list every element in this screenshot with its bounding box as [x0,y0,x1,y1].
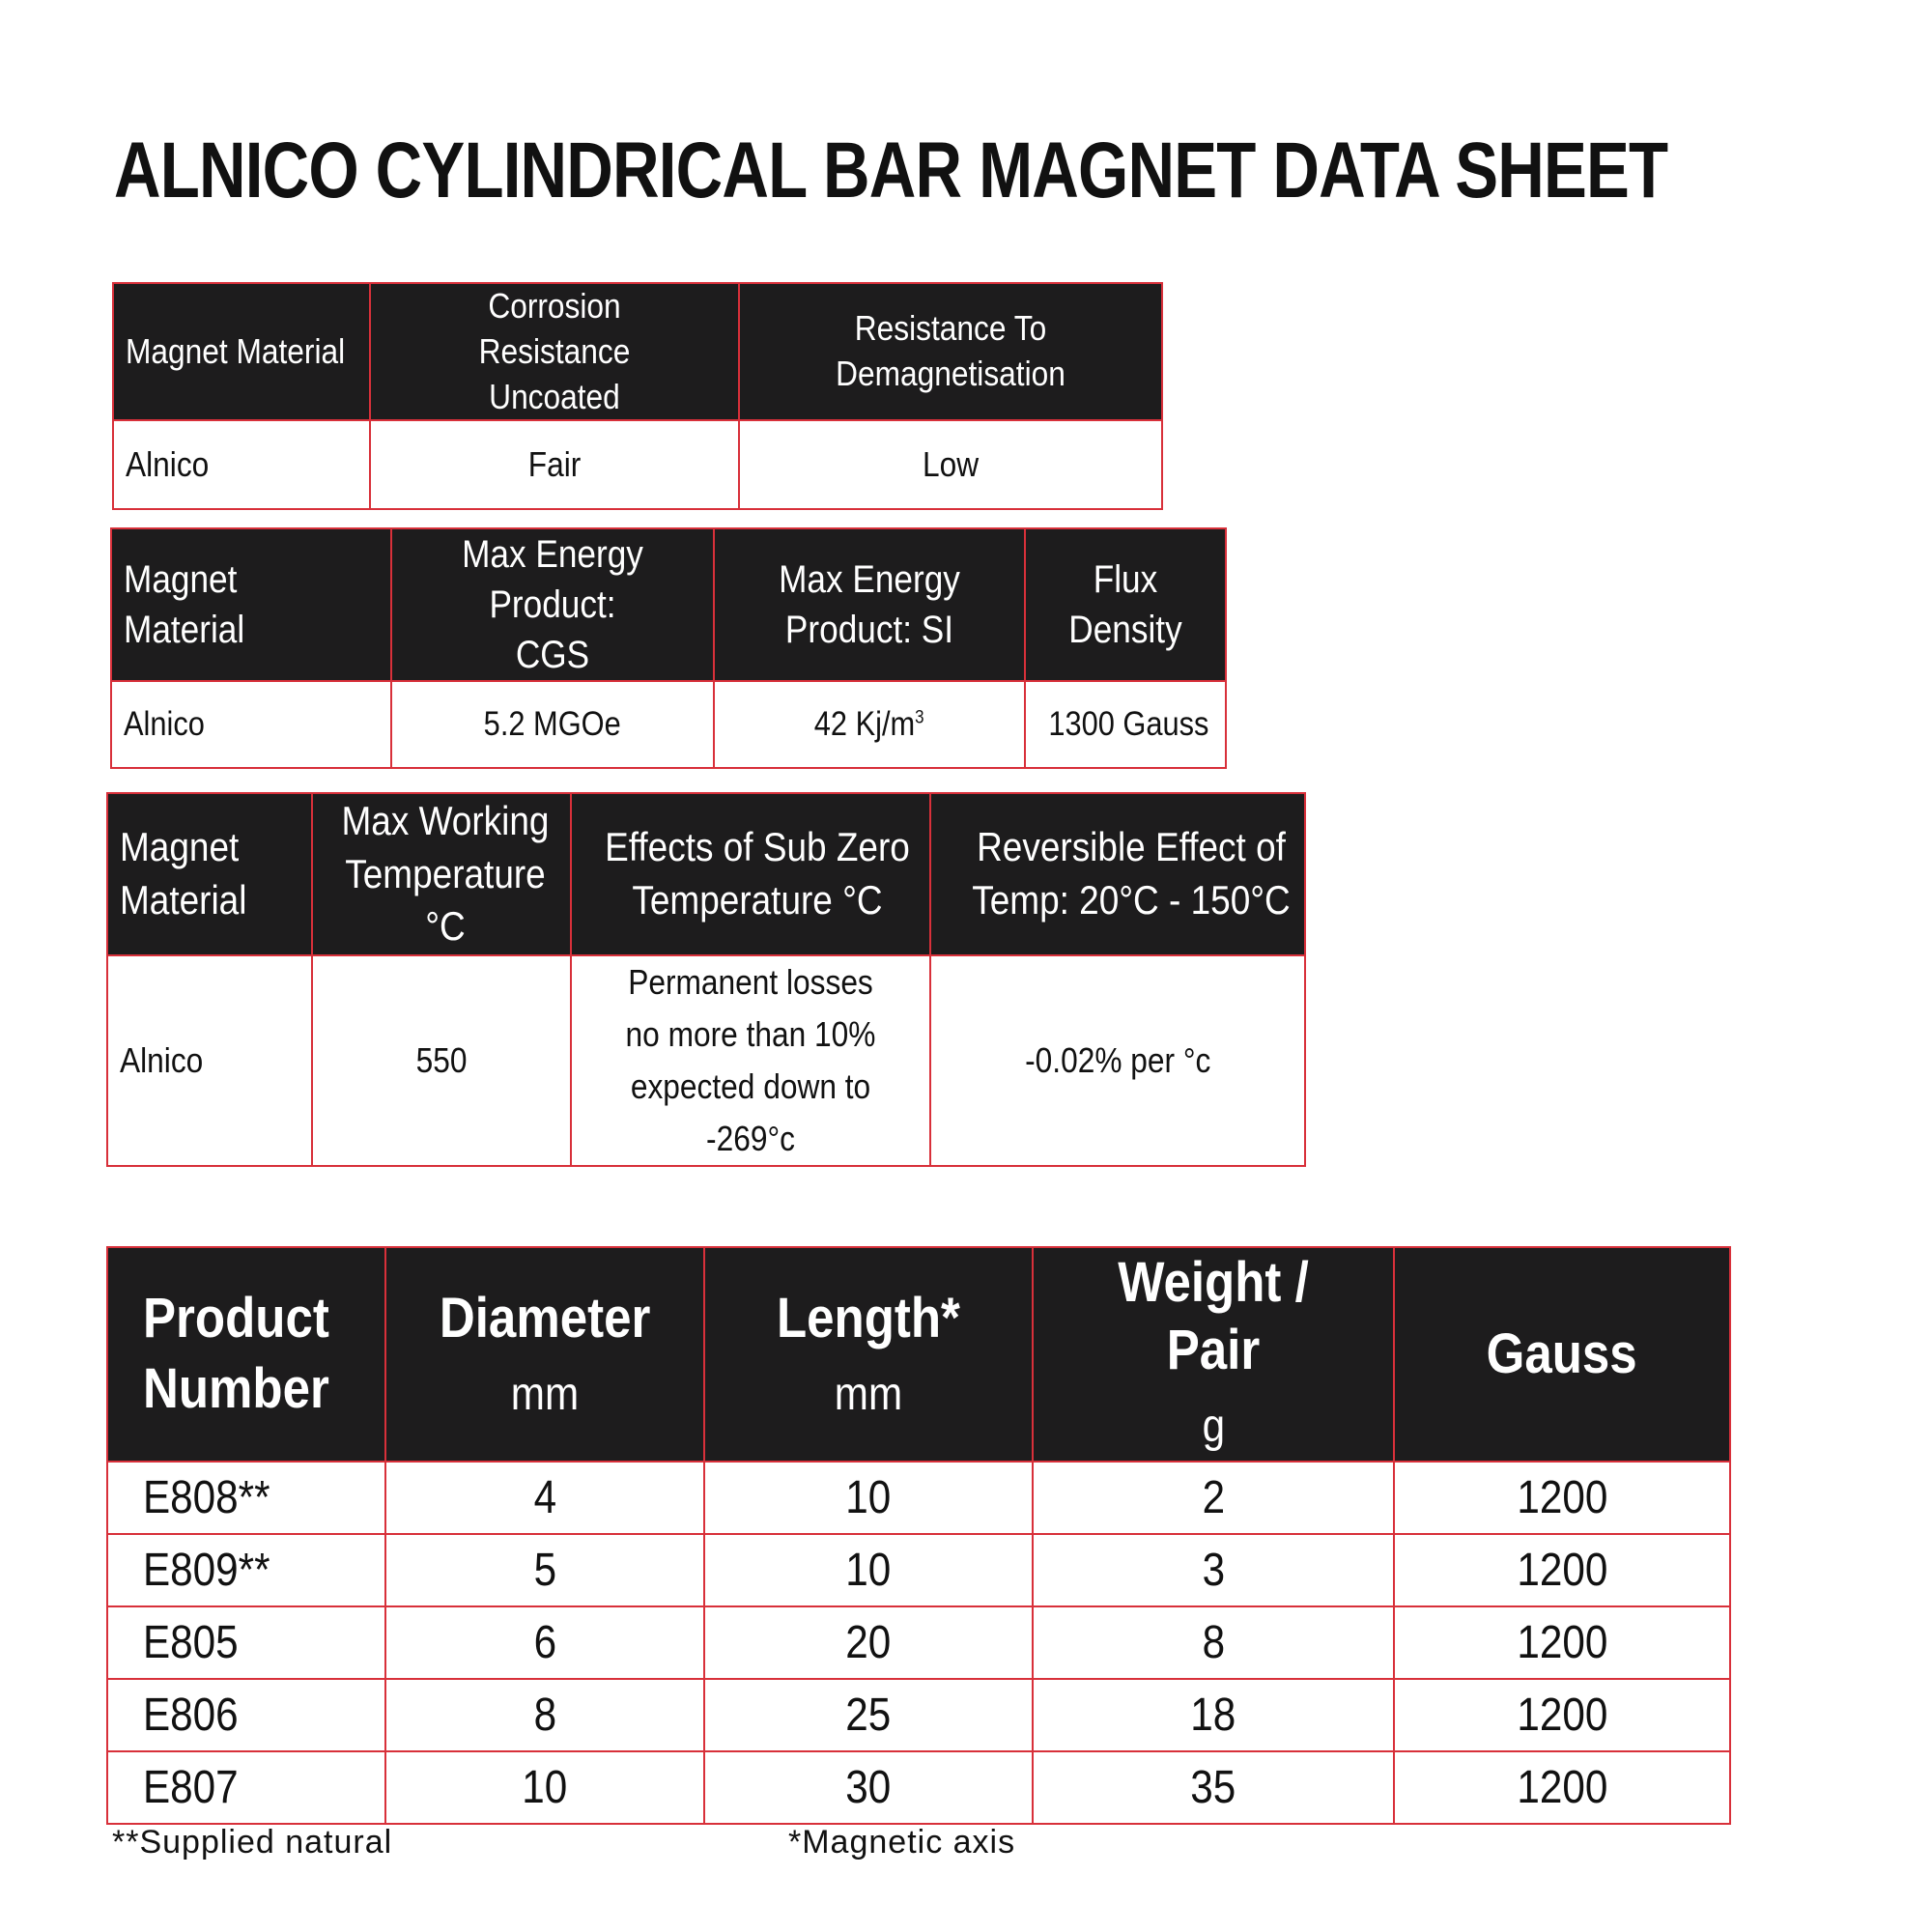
cell-corrosion: Fair [370,420,739,509]
cell-energy-si: 42 $Kj/m^3$ [714,681,1025,768]
footnote-supplied-natural: **Supplied natural [112,1824,393,1861]
table-row [107,1606,1730,1679]
energy-product-table [110,527,1227,769]
table-row [107,1534,1730,1606]
cell-product-number: E809** [107,1534,385,1606]
header-corrosion-resistance: Corrosion Resistance Uncoated [370,283,739,420]
cell-length: 10 [704,1462,1033,1534]
header-magnet-material: Magnet Material [113,283,370,420]
temperature-table [106,792,1306,1167]
cell-gauss: 1200 [1394,1679,1730,1751]
cell-diameter: 5 [385,1534,704,1606]
cell-weight: 35 [1033,1751,1394,1824]
cell-material: Alnico [111,681,391,768]
cell-product-number: E808** [107,1462,385,1534]
cell-reversible-effect: -0.02% per °c [930,955,1305,1166]
cell-length: 10 [704,1534,1033,1606]
cell-gauss: 1200 [1394,1462,1730,1534]
table-row [107,1751,1730,1824]
header-length: Length* mm [704,1247,1033,1462]
product-table [106,1246,1731,1825]
footnote-magnetic-axis: *Magnetic axis [788,1824,1016,1861]
cell-product-number: E806 [107,1679,385,1751]
cell-gauss: 1200 [1394,1534,1730,1606]
header-sub-zero-effects: Effects of Sub Zero Temperature °C [571,793,930,955]
header-magnet-material: Magnet Material [107,793,312,955]
cell-product-number: E807 [107,1751,385,1824]
header-energy-si: Max Energy Product: SI [714,528,1025,681]
header-magnet-material: Magnet Material [111,528,391,681]
cell-length: 25 [704,1679,1033,1751]
material-resistance-table [112,282,1163,510]
header-max-working-temp: Max Working Temperature °C [312,793,571,955]
table-row [107,1462,1730,1534]
cell-gauss: 1200 [1394,1751,1730,1824]
cell-product-number: E805 [107,1606,385,1679]
cell-diameter: 6 [385,1606,704,1679]
cell-sub-zero-effects: Permanent losses no more than 10% expected down to -269°c [571,955,930,1166]
cell-demagnetisation: Low [739,420,1162,509]
cell-weight: 3 [1033,1534,1394,1606]
header-weight-pair: Weight / Pair g [1033,1247,1394,1462]
cell-weight: 18 [1033,1679,1394,1751]
cell-flux-density: 1300 Gauss [1025,681,1226,768]
header-flux-density: Flux Density [1025,528,1226,681]
cell-material: Alnico [113,420,370,509]
cell-energy-cgs: 5.2 MGOe [391,681,714,768]
page-title: ALNICO CYLINDRICAL BAR MAGNET DATA SHEET [114,127,1668,214]
header-gauss: Gauss [1394,1247,1730,1462]
cell-gauss: 1200 [1394,1606,1730,1679]
cell-diameter: 8 [385,1679,704,1751]
cell-weight: 8 [1033,1606,1394,1679]
cell-max-working-temp: 550 [312,955,571,1166]
header-energy-cgs: Max Energy Product: CGS [391,528,714,681]
cell-weight: 2 [1033,1462,1394,1534]
header-reversible-effect: Reversible Effect of Temp: 20°C - 150°C [930,793,1305,955]
table-row [107,1679,1730,1751]
cell-length: 20 [704,1606,1033,1679]
cell-material: Alnico [107,955,312,1166]
cell-diameter: 4 [385,1462,704,1534]
header-resistance-demagnetisation: Resistance To Demagnetisation [739,283,1162,420]
header-product-number: Product Number [107,1247,385,1462]
header-diameter: Diameter mm [385,1247,704,1462]
cell-length: 30 [704,1751,1033,1824]
cell-diameter: 10 [385,1751,704,1824]
